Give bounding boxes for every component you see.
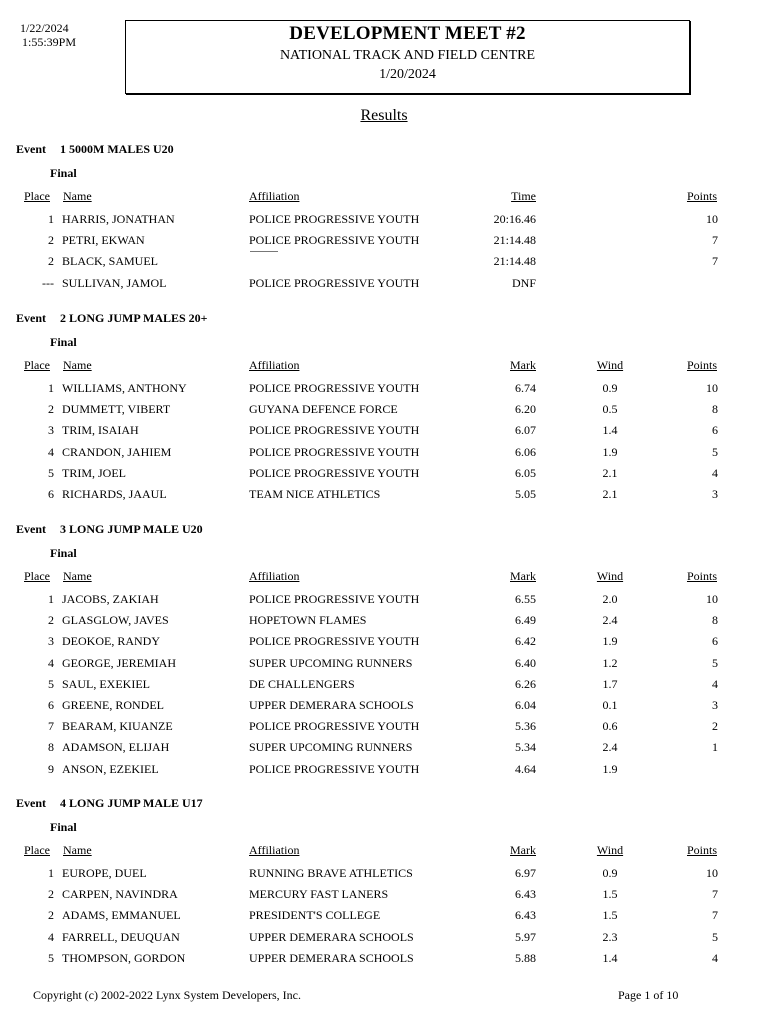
athlete-name-cell: THOMPSON, GORDON xyxy=(62,950,186,965)
place-cell: --- xyxy=(42,275,54,290)
result-cell: 6.06 xyxy=(515,444,536,459)
athlete-name-cell: ADAMSON, ELIJAH xyxy=(62,740,170,755)
athlete-name-cell: SULLIVAN, JAMOL xyxy=(62,275,167,290)
results-heading: Results xyxy=(360,107,408,124)
wind-column-header: Wind xyxy=(596,569,624,583)
result-cell: 6.40 xyxy=(515,655,536,670)
place-cell: 3 xyxy=(48,634,54,649)
athlete-name-cell: GREENE, RONDEL xyxy=(62,698,164,712)
event-label: Event xyxy=(16,522,46,536)
copyright-notice: Copyright (c) 2002-2022 Lynx System Developers, Inc. xyxy=(33,988,301,1002)
place-cell: 2 xyxy=(48,254,54,269)
place-cell: 4 xyxy=(48,929,54,944)
points-cell: 7 xyxy=(712,254,718,269)
result-cell: 6.43 xyxy=(515,908,536,923)
athlete-name-cell: EUROPE, DUEL xyxy=(62,866,147,880)
points-cell: 10 xyxy=(706,212,718,226)
place-cell: 2 xyxy=(48,908,54,923)
place-cell: 5 xyxy=(48,465,54,480)
points-cell: 10 xyxy=(706,592,718,606)
points-cell: 5 xyxy=(712,929,718,944)
meet-venue: NATIONAL TRACK AND FIELD CENTRE xyxy=(279,48,536,63)
points-cell: 8 xyxy=(712,613,718,628)
wind-cell: 2.3 xyxy=(602,929,618,944)
place-cell: 4 xyxy=(48,444,54,459)
result-cell: 6.43 xyxy=(515,887,536,902)
points-column-header: Points xyxy=(686,843,717,857)
wind-cell: 1.4 xyxy=(602,950,618,965)
affiliation-cell: UPPER DEMERARA SCHOOLS xyxy=(249,929,414,944)
place-cell: 7 xyxy=(48,719,54,734)
affiliation-cell: GUYANA DEFENCE FORCE xyxy=(249,402,398,417)
athlete-name-cell: GLASGLOW, JAVES xyxy=(62,613,169,628)
place-cell: 9 xyxy=(48,761,54,776)
result-cell: 5.88 xyxy=(515,950,536,965)
result-cell: 21:14.48 xyxy=(493,254,536,269)
result-cell: 6.04 xyxy=(515,698,536,712)
place-column-header: Place xyxy=(24,189,50,203)
points-cell: 6 xyxy=(712,634,718,649)
wind-column-header: Wind xyxy=(596,358,624,372)
print-date: 1/22/2024 xyxy=(20,21,69,35)
points-cell: 7 xyxy=(712,887,718,902)
print-time: 1:55:39PM xyxy=(22,35,77,49)
wind-cell: 0.9 xyxy=(602,381,618,395)
wind-cell: 2.4 xyxy=(602,740,618,755)
event-heading xyxy=(16,311,208,326)
result-cell: 5.05 xyxy=(515,487,536,501)
place-cell: 2 xyxy=(48,613,54,628)
wind-cell: 0.6 xyxy=(602,719,618,734)
points-cell: 3 xyxy=(712,487,718,501)
athlete-name-cell: HARRIS, JONATHAN xyxy=(62,212,175,226)
result-cell: 6.07 xyxy=(515,423,536,438)
affiliation-column-header: Affiliation xyxy=(249,569,300,583)
affiliation-cell: UPPER DEMERARA SCHOOLS xyxy=(249,950,414,965)
affiliation-cell: HOPETOWN FLAMES xyxy=(249,613,367,628)
meet-date: 1/20/2024 xyxy=(379,67,436,82)
result-column-header: Mark xyxy=(510,843,536,857)
print-timestamp xyxy=(20,21,76,49)
result-cell: 6.97 xyxy=(515,866,536,880)
points-cell: 4 xyxy=(712,950,718,965)
affiliation-cell: MERCURY FAST LANERS xyxy=(249,887,389,902)
place-cell: 6 xyxy=(48,487,54,501)
result-cell: 5.97 xyxy=(515,929,536,944)
name-column-header: Name xyxy=(63,189,92,203)
athlete-name-cell: TRIM, ISAIAH xyxy=(62,423,139,438)
place-column-header: Place xyxy=(24,843,50,857)
athlete-name-cell: FARRELL, DEUQUAN xyxy=(62,929,180,944)
place-cell: 1 xyxy=(48,592,54,606)
place-cell: 1 xyxy=(48,212,54,226)
wind-cell: 1.5 xyxy=(602,908,618,923)
athlete-name-cell: BLACK, SAMUEL xyxy=(62,254,159,269)
place-cell: 1 xyxy=(48,381,54,395)
athlete-name-cell: ADAMS, EMMANUEL xyxy=(62,908,181,923)
points-cell: 1 xyxy=(712,740,718,755)
result-cell: 6.05 xyxy=(515,465,536,480)
round-label: Final xyxy=(50,335,77,349)
affiliation-cell: POLICE PROGRESSIVE YOUTH xyxy=(249,212,420,226)
place-column-header: Place xyxy=(24,358,50,372)
wind-cell: 1.2 xyxy=(602,655,618,670)
athlete-name-cell: TRIM, JOEL xyxy=(62,465,126,480)
place-cell: 4 xyxy=(48,655,54,670)
event-number: 1 xyxy=(60,142,66,156)
athlete-name-cell: ANSON, EZEKIEL xyxy=(62,761,159,776)
affiliation-cell: POLICE PROGRESSIVE YOUTH xyxy=(249,381,420,395)
affiliation-cell: POLICE PROGRESSIVE YOUTH xyxy=(249,634,420,649)
affiliation-column-header: Affiliation xyxy=(249,189,300,203)
athlete-name-cell: GEORGE, JEREMIAH xyxy=(62,655,176,670)
points-cell: 4 xyxy=(712,676,718,691)
athlete-name-cell: DUMMETT, VIBERT xyxy=(62,402,171,417)
affiliation-column-header: Affiliation xyxy=(249,843,300,857)
result-cell: DNF xyxy=(511,275,536,290)
wind-cell: 1.7 xyxy=(602,676,618,691)
event-heading xyxy=(16,796,203,811)
affiliation-cell: POLICE PROGRESSIVE YOUTH xyxy=(249,761,420,776)
event-heading xyxy=(16,522,203,537)
name-column-header: Name xyxy=(63,569,92,583)
result-column-header: Mark xyxy=(510,358,536,372)
affiliation-column-header: Affiliation xyxy=(249,358,300,372)
wind-cell: 0.5 xyxy=(602,402,618,417)
wind-cell: 2.0 xyxy=(602,592,618,606)
place-cell: 5 xyxy=(48,676,54,691)
points-cell: 8 xyxy=(712,402,718,417)
points-column-header: Points xyxy=(686,569,717,583)
athlete-name-cell: WILLIAMS, ANTHONY xyxy=(62,381,187,395)
place-column-header: Place xyxy=(24,569,50,583)
athlete-name-cell: CRANDON, JAHIEM xyxy=(62,444,172,459)
points-cell: 2 xyxy=(712,719,718,734)
result-cell: 5.36 xyxy=(515,719,536,734)
affiliation-cell: DE CHALLENGERS xyxy=(249,676,355,691)
points-cell: 5 xyxy=(712,444,718,459)
points-cell: 4 xyxy=(712,465,718,480)
result-cell: 21:14.48 xyxy=(493,233,536,248)
result-cell: 20:16.46 xyxy=(493,212,536,226)
points-cell: 10 xyxy=(706,866,718,880)
athlete-name-cell: RICHARDS, JAAUL xyxy=(62,487,167,501)
wind-cell: 1.9 xyxy=(602,761,618,776)
athlete-name-cell: DEOKOE, RANDY xyxy=(62,634,160,649)
event-number: 3 xyxy=(60,522,66,536)
event-label: Event xyxy=(16,142,46,156)
place-cell: 2 xyxy=(48,402,54,417)
points-cell: 3 xyxy=(712,698,718,712)
wind-cell: 1.4 xyxy=(602,423,618,438)
affiliation-cell: UPPER DEMERARA SCHOOLS xyxy=(249,698,414,712)
event-title: 5000M MALES U20 xyxy=(69,142,174,156)
result-cell: 6.55 xyxy=(515,592,536,606)
place-cell: 1 xyxy=(48,866,54,880)
meet-title: DEVELOPMENT MEET #2 xyxy=(289,23,526,44)
name-column-header: Name xyxy=(63,358,92,372)
affiliation-cell: TEAM NICE ATHLETICS xyxy=(249,487,381,501)
round-label: Final xyxy=(50,546,77,560)
result-cell: 5.34 xyxy=(515,740,536,755)
place-cell: 3 xyxy=(48,423,54,438)
event-heading xyxy=(16,142,174,157)
result-cell: 6.42 xyxy=(515,634,536,649)
athlete-name-cell: CARPEN, NAVINDRA xyxy=(62,887,178,902)
place-cell: 8 xyxy=(48,740,54,755)
affiliation-cell: SUPER UPCOMING RUNNERS xyxy=(249,655,413,670)
points-column-header: Points xyxy=(686,189,717,203)
place-cell: 2 xyxy=(48,887,54,902)
points-cell: 7 xyxy=(712,908,718,923)
place-cell: 6 xyxy=(48,698,54,712)
event-title: LONG JUMP MALE U20 xyxy=(69,522,203,536)
wind-cell: 2.4 xyxy=(602,613,618,628)
event-title: LONG JUMP MALE U17 xyxy=(69,796,203,810)
event-label: Event xyxy=(16,311,46,325)
athlete-name-cell: BEARAM, KIUANZE xyxy=(62,719,173,734)
result-cell: 4.64 xyxy=(515,761,536,776)
event-number: 2 xyxy=(60,311,66,325)
result-cell: 6.74 xyxy=(515,381,536,395)
athlete-name-cell: PETRI, EKWAN xyxy=(62,233,145,248)
meet-header xyxy=(125,20,690,94)
points-column-header: Points xyxy=(686,358,717,372)
affiliation-cell: POLICE PROGRESSIVE YOUTH xyxy=(249,465,420,480)
result-cell: 6.20 xyxy=(515,402,536,417)
wind-cell: 2.1 xyxy=(602,487,618,501)
round-label: Final xyxy=(50,820,77,834)
points-cell: 7 xyxy=(712,233,718,248)
affiliation-cell: RUNNING BRAVE ATHLETICS xyxy=(249,866,413,880)
wind-column-header: Wind xyxy=(596,843,624,857)
event-label: Event xyxy=(16,796,46,810)
affiliation-cell: POLICE PROGRESSIVE YOUTH xyxy=(249,592,420,606)
name-column-header: Name xyxy=(63,843,92,857)
affiliation-cell: POLICE PROGRESSIVE YOUTH xyxy=(249,423,420,438)
athlete-name-cell: SAUL, EXEKIEL xyxy=(62,676,150,691)
affiliation-cell: POLICE PROGRESSIVE YOUTH xyxy=(249,719,420,734)
round-label: Final xyxy=(50,166,77,180)
page-number: Page 1 of 10 xyxy=(618,988,679,1002)
wind-cell: 1.9 xyxy=(602,444,618,459)
points-cell: 5 xyxy=(712,655,718,670)
affiliation-cell: POLICE PROGRESSIVE YOUTH xyxy=(249,275,420,290)
athlete-name-cell: JACOBS, ZAKIAH xyxy=(62,592,159,606)
points-cell: 10 xyxy=(706,381,718,395)
affiliation-cell: PRESIDENT'S COLLEGE xyxy=(249,908,381,923)
affiliation-cell: POLICE PROGRESSIVE YOUTH xyxy=(249,444,420,459)
affiliation-cell: SUPER UPCOMING RUNNERS xyxy=(249,740,413,755)
event-number: 4 xyxy=(60,796,66,810)
place-cell: 5 xyxy=(48,950,54,965)
wind-cell: 0.9 xyxy=(602,866,618,880)
result-cell: 6.49 xyxy=(515,613,536,628)
affiliation-cell: POLICE PROGRESSIVE YOUTH xyxy=(249,233,420,248)
wind-cell: 2.1 xyxy=(602,465,618,480)
result-column-header: Mark xyxy=(510,569,536,583)
wind-cell: 1.5 xyxy=(602,887,618,902)
overlapping-text-fragment xyxy=(250,251,278,253)
result-column-header: Time xyxy=(511,189,536,203)
points-cell: 6 xyxy=(712,423,718,438)
wind-cell: 0.1 xyxy=(602,698,618,712)
event-title: LONG JUMP MALES 20+ xyxy=(69,311,208,325)
result-cell: 6.26 xyxy=(515,676,536,691)
place-cell: 2 xyxy=(48,233,54,248)
wind-cell: 1.9 xyxy=(602,634,618,649)
